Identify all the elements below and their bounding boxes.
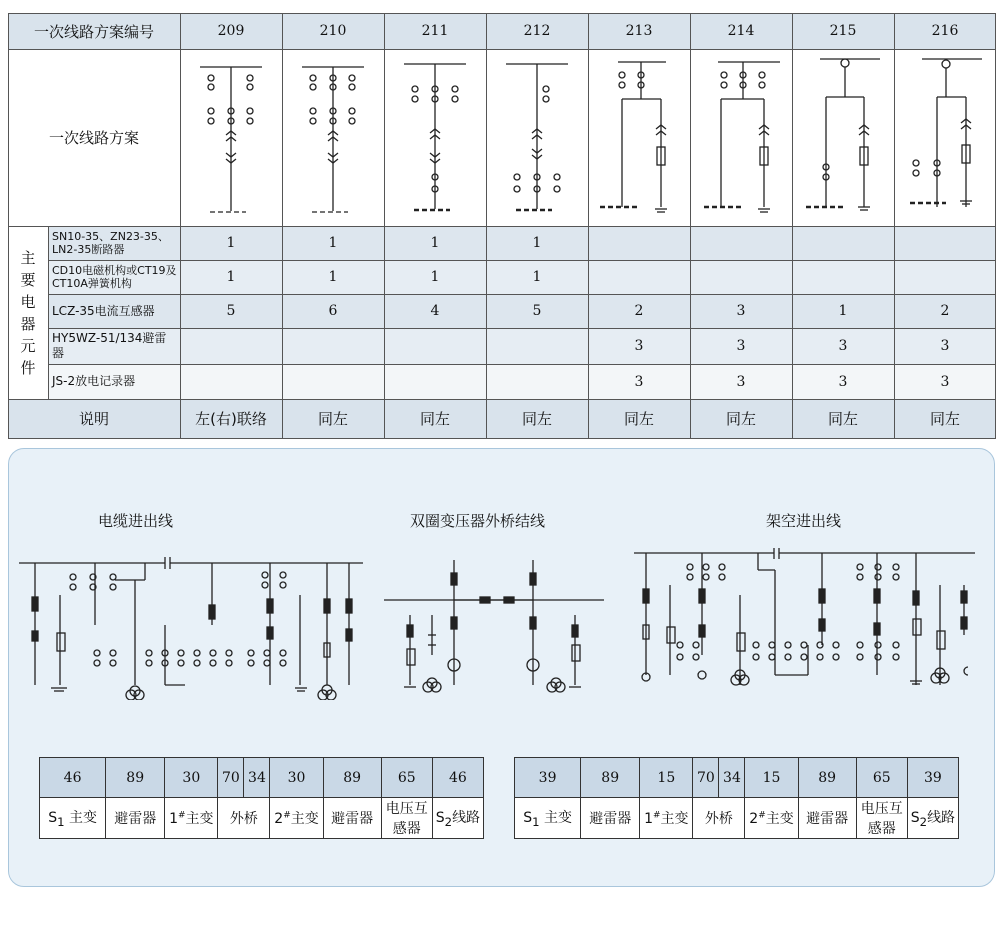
- note-214: 同左: [725, 410, 756, 428]
- note-215: 同左: [827, 410, 858, 428]
- component-name-mechanism: CD10电磁机构或CT19及CT10A弹簧机构: [52, 264, 177, 290]
- component-value-cell: [282, 364, 384, 399]
- component-value-cell: [894, 260, 996, 294]
- dim-value: 70: [218, 758, 244, 798]
- note-213: 同左: [623, 410, 654, 428]
- dim-value: 89: [581, 758, 640, 798]
- dim-value: 89: [798, 758, 856, 798]
- dim-value: 15: [745, 758, 798, 798]
- dim-value: 39: [907, 758, 958, 798]
- scheme-number-212: 212: [523, 23, 551, 39]
- component-value-cell: 3: [634, 338, 644, 354]
- component-value-cell: 5: [226, 303, 236, 319]
- diagram-title-overhead: 架空进出线: [766, 512, 842, 530]
- component-value-cell: 6: [328, 303, 338, 319]
- scheme-number-215: 215: [829, 23, 857, 39]
- diagram-title-bridge: 双圈变压器外桥结线: [410, 512, 546, 530]
- dim-value: 65: [856, 758, 907, 798]
- component-value-cell: [384, 328, 486, 364]
- component-value-cell: 1: [430, 269, 440, 285]
- note-212: 同左: [521, 410, 552, 428]
- component-value-cell: 2: [634, 303, 644, 319]
- component-value-cell: 1: [226, 269, 236, 285]
- dim-value: 46: [432, 758, 483, 798]
- dim-value: 34: [244, 758, 270, 798]
- component-value-cell: [588, 260, 690, 294]
- note-210: 同左: [317, 410, 348, 428]
- component-value-cell: [180, 328, 282, 364]
- dim-label-1-main: 1#主变: [165, 798, 218, 839]
- dim-label-arrester: 避雷器: [581, 798, 640, 839]
- scheme-211-drawing: [404, 64, 466, 210]
- component-value-cell: [792, 226, 894, 260]
- note-label: 说明: [78, 410, 109, 428]
- component-group-label: 主要电器元件: [20, 248, 36, 377]
- header-label: 一次线路方案编号: [33, 22, 154, 41]
- dim-value: 34: [719, 758, 745, 798]
- component-value-cell: 1: [328, 235, 338, 251]
- dim-label-vt: 电压互感器: [381, 798, 432, 839]
- dim-label-2-main: 2#主变: [270, 798, 323, 839]
- component-value-cell: 5: [532, 303, 542, 319]
- overhead-line-diagram: [630, 545, 990, 695]
- scheme-214-drawing: [704, 62, 780, 212]
- dim-value: 89: [106, 758, 165, 798]
- component-value-cell: [180, 364, 282, 399]
- scheme-number-216: 216: [931, 23, 959, 39]
- scheme-number-210: 210: [319, 23, 347, 39]
- dim-label-arrester: 避雷器: [798, 798, 856, 839]
- scheme-216-drawing: [910, 59, 982, 207]
- dim-value: 30: [270, 758, 323, 798]
- dim-value: 15: [640, 758, 693, 798]
- component-value-cell: [486, 328, 588, 364]
- dimension-table-right: [514, 757, 959, 839]
- dim-label-s2: $S_2$线路: [907, 798, 958, 839]
- component-value-cell: 1: [226, 235, 236, 251]
- dim-value: 46: [40, 758, 106, 798]
- dimension-table-left: [39, 757, 484, 839]
- dim-label-vt: 电压互感器: [856, 798, 907, 839]
- note-209: 左(右)联络: [195, 410, 267, 428]
- component-value-cell: [792, 260, 894, 294]
- note-216: 同左: [929, 410, 960, 428]
- dim-label-arrester: 避雷器: [106, 798, 165, 839]
- dim-value: 89: [323, 758, 381, 798]
- scheme-209-drawing: [200, 67, 262, 212]
- component-value-cell: 3: [736, 373, 746, 390]
- scheme-number-209: 209: [217, 23, 245, 39]
- component-value-cell: [894, 226, 996, 260]
- scheme-212-drawing: [506, 64, 568, 210]
- cable-line-diagram: [15, 545, 375, 700]
- component-value-cell: 1: [328, 269, 338, 285]
- component-value-cell: [486, 364, 588, 399]
- dim-value: 39: [515, 758, 581, 798]
- component-value-cell: 3: [838, 373, 848, 390]
- component-name-arrester: HY5WZ-51/134避雷器: [52, 331, 167, 360]
- component-value-cell: [282, 328, 384, 364]
- diagram-title-cable: 电缆进出线: [98, 512, 174, 530]
- component-name-recorder: JS-2放电记录器: [52, 374, 136, 388]
- dim-value: 65: [381, 758, 432, 798]
- component-value-cell: [690, 226, 792, 260]
- scheme-213-drawing: [600, 62, 667, 212]
- scheme-drawings: [180, 49, 996, 226]
- note-211: 同左: [419, 410, 450, 428]
- dim-label-2-main: 2#主变: [745, 798, 798, 839]
- component-value-cell: 1: [532, 269, 542, 285]
- dim-label-s1: $S_1$ 主变: [515, 798, 581, 839]
- component-value-cell: 1: [532, 235, 542, 251]
- component-value-cell: 1: [838, 303, 848, 319]
- component-value-cell: [588, 226, 690, 260]
- scheme-210-drawing: [302, 67, 364, 212]
- dim-value: 70: [693, 758, 719, 798]
- scheme-number-211: 211: [421, 23, 449, 39]
- component-value-cell: 3: [736, 303, 746, 319]
- scheme-number-214: 214: [727, 23, 755, 39]
- component-value-cell: 2: [940, 303, 950, 319]
- dim-label-bridge: 外桥: [218, 798, 270, 839]
- component-value-cell: 3: [940, 338, 950, 354]
- dim-label-arrester: 避雷器: [323, 798, 381, 839]
- dim-label-s2: $S_2$线路: [432, 798, 483, 839]
- component-value-cell: 1: [430, 235, 440, 251]
- dim-label-1-main: 1#主变: [640, 798, 693, 839]
- component-name-ct: LCZ-35电流互感器: [52, 303, 155, 318]
- component-value-cell: 4: [430, 303, 440, 319]
- scheme-label: 一次线路方案: [48, 129, 139, 147]
- dim-label-s1: $S_1$ 主变: [40, 798, 106, 839]
- scheme-number-213: 213: [625, 23, 653, 39]
- scheme-215-drawing: [806, 59, 880, 210]
- component-value-cell: 3: [736, 338, 746, 354]
- component-value-cell: 3: [838, 338, 848, 354]
- component-value-cell: 3: [940, 373, 950, 390]
- dim-value: 30: [165, 758, 218, 798]
- dim-label-bridge: 外桥: [693, 798, 745, 839]
- component-value-cell: [690, 260, 792, 294]
- outer-bridge-diagram: [380, 545, 610, 695]
- component-name-breaker: SN10-35、ZN23-35、LN2-35断路器: [52, 230, 169, 256]
- component-value-cell: 3: [634, 373, 644, 390]
- component-value-cell: [384, 364, 486, 399]
